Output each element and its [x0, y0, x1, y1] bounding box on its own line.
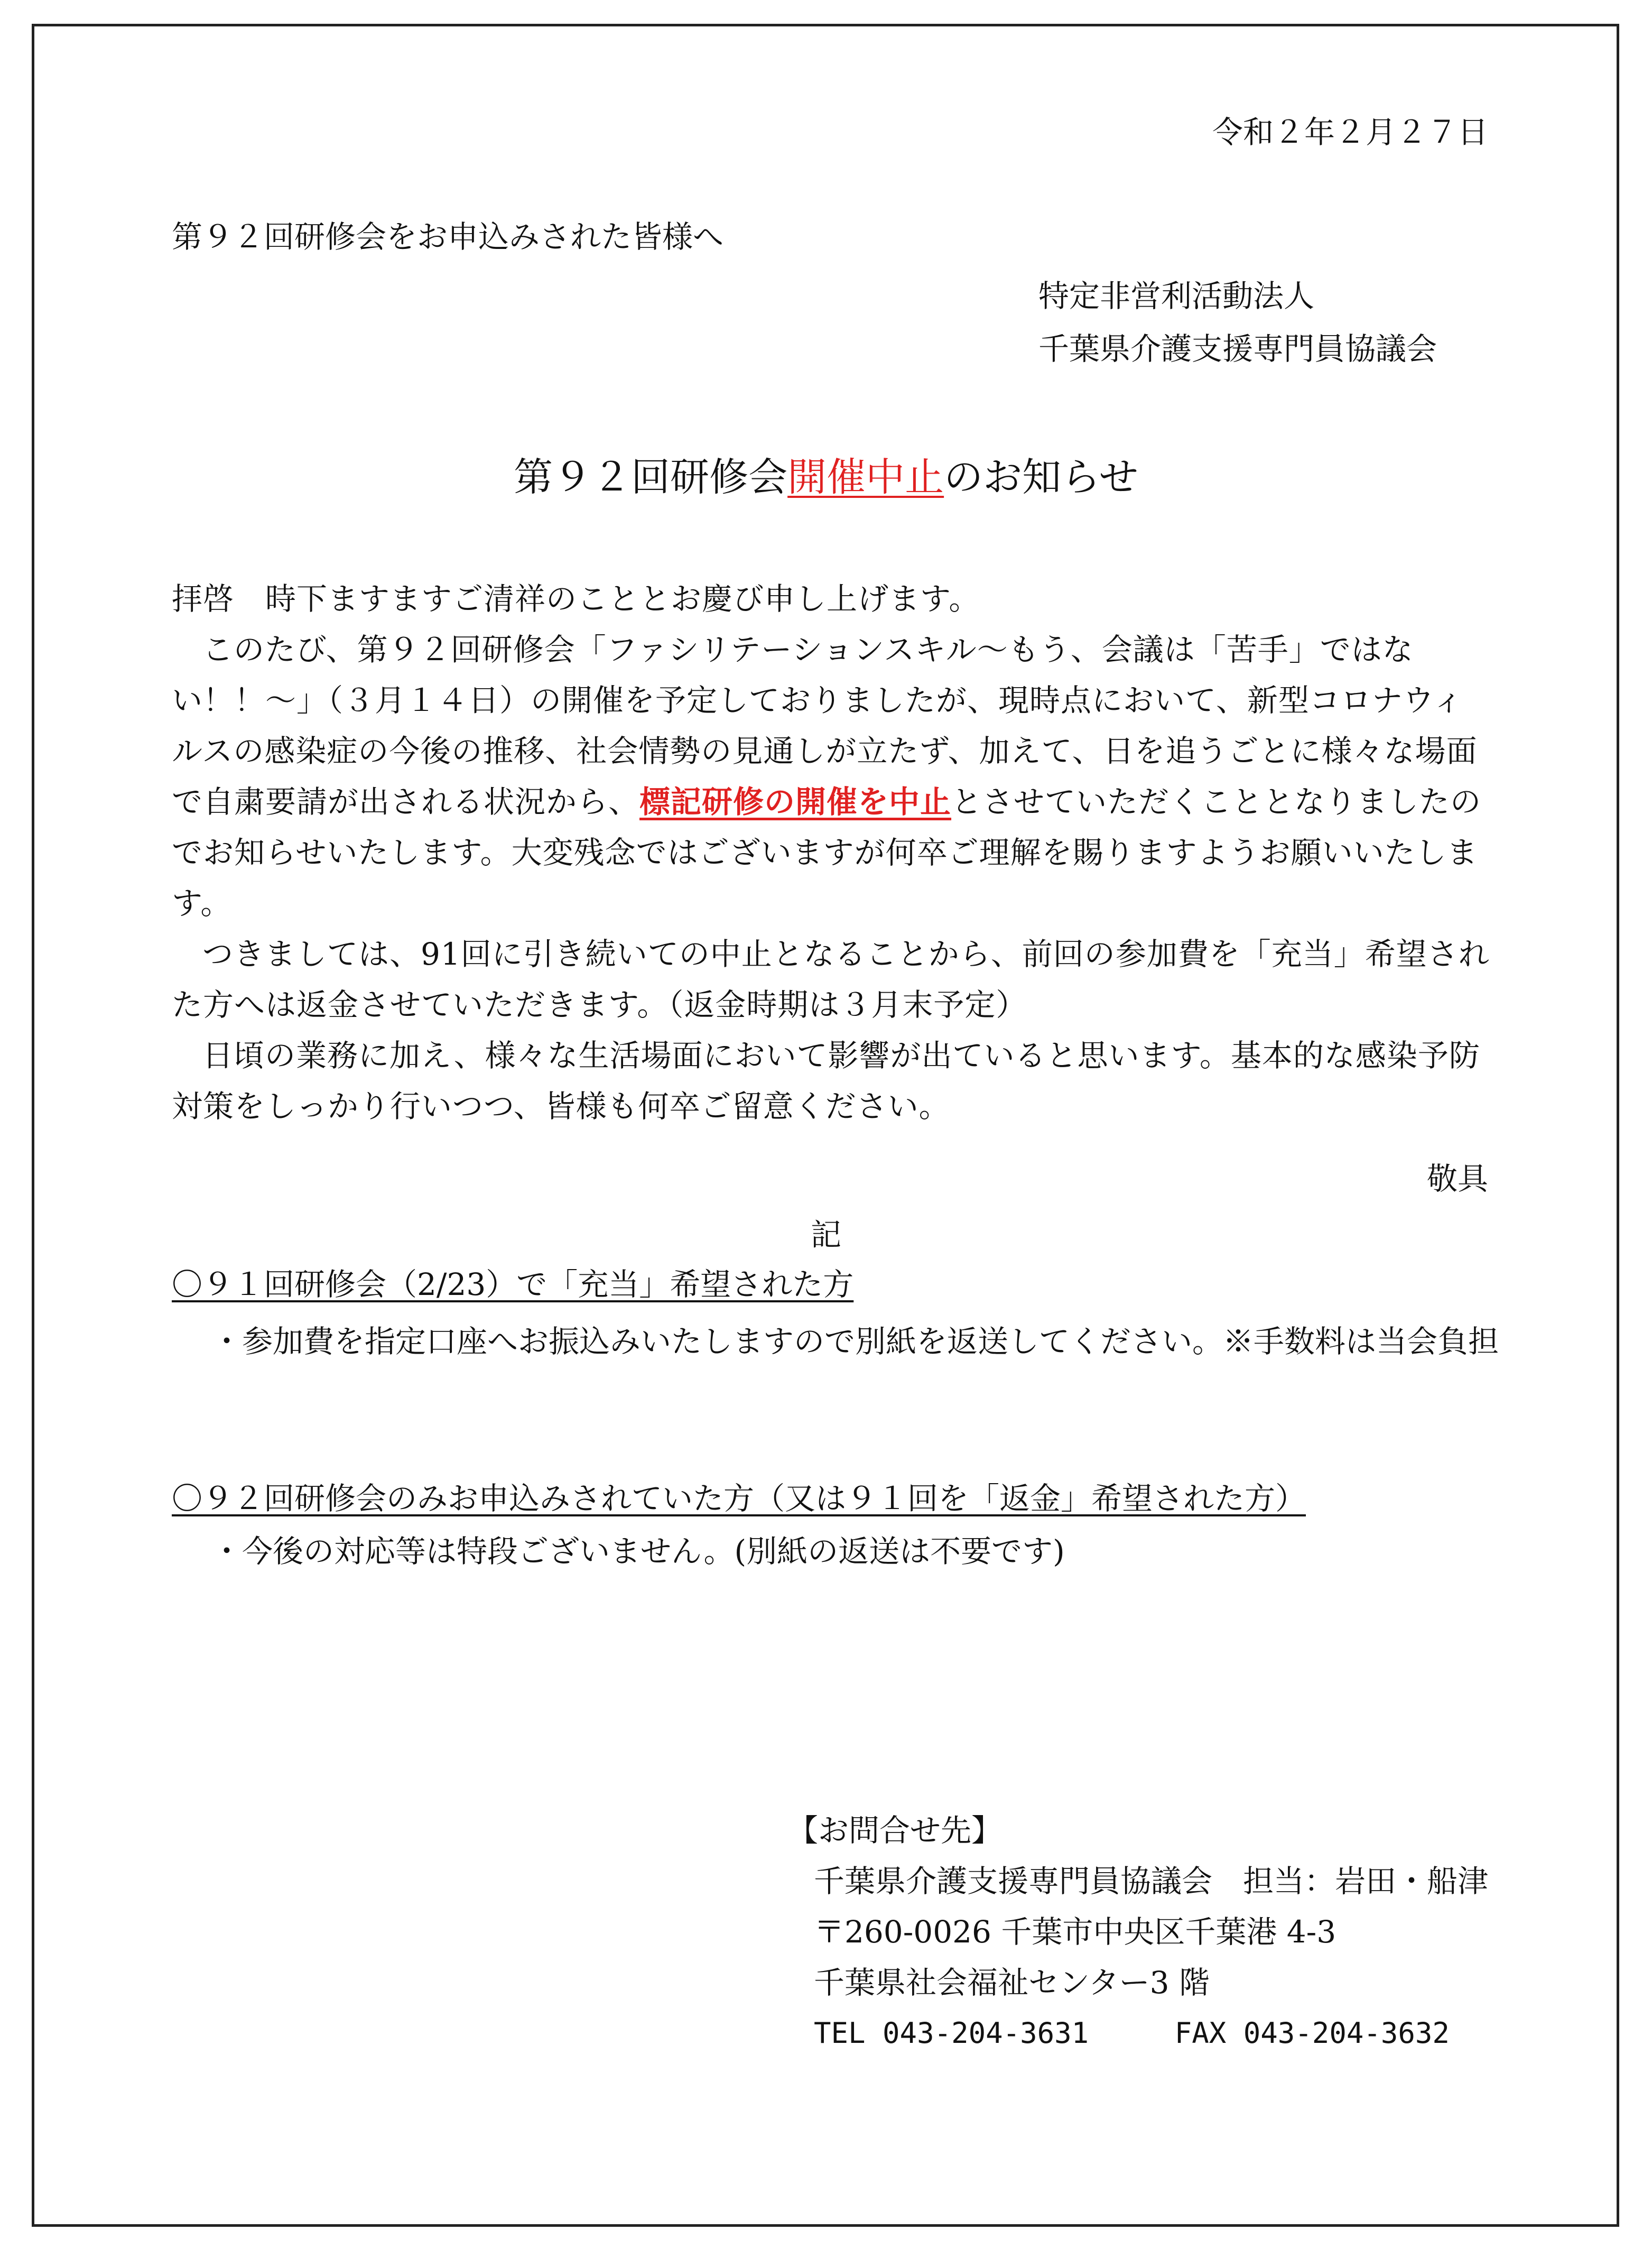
sender-org-type: 特定非営利活動法人: [1038, 278, 1315, 314]
greeting: 拝啓 時下ますますご清祥のこととお慶び申し上げます。: [172, 581, 980, 617]
cancellation-highlight: 標記研修の開催を中止: [639, 784, 952, 820]
title-prefix: 第９２回研修会: [514, 455, 788, 500]
sender-block: [1038, 270, 1437, 375]
contact-phones: TEL 043-204-3631 FAX 043-204-3632: [814, 2016, 1450, 2050]
paragraph-cancellation-text-a: このたび、第９２回研修会「ファシリテーションスキル〜もう、会議は「苦手」ではない！！〜」（３月１４日）の開催を予定しておりましたが、現時点において、新型コロナウィルスの感染症の今後の推移、社会情勢の見通しが立たず、加えて、日を追うごとに様々な場面で自粛要請が出される状況から、: [172, 632, 1478, 820]
letter-body: [172, 573, 1493, 1132]
sender-org-name: 千葉県介護支援専門員協議会: [1038, 331, 1437, 367]
section1-heading: 〇９１回研修会（2/23）で「充当」希望された方: [172, 1266, 854, 1302]
paragraph-precautions: 日頃の業務に加え、様々な生活場面において影響が出ていると思います。基本的な感染予防対策をしっかり行いつつ、皆様も何卒ご留意ください。: [172, 1038, 1480, 1124]
title-suffix: のお知らせ: [944, 455, 1138, 500]
paragraph-refund: つきましては、91回に引き続いての中止となることから、前回の参加費を「充当」希望された方へは返金させていただきます。（返金時期は３月末予定）: [172, 936, 1490, 1023]
contact-org-staff: 千葉県介護支援専門員協議会 担当：岩田・船津: [814, 1863, 1489, 1899]
title-highlight: 開催中止: [787, 455, 944, 500]
contact-building: 千葉県社会福祉センター3 階: [814, 1965, 1210, 2001]
contact-label: 【お問合せ先】: [787, 1812, 1003, 1848]
section2-item: ・今後の対応等は特段ございません。(別紙の返送は不要です): [211, 1533, 1065, 1569]
section1-item: [211, 1316, 1501, 1367]
recipient-line: 第９２回研修会をお申込みされた皆様へ: [172, 219, 724, 255]
section1-item-text: ・参加費を指定口座へお振込みいたしますので別紙を返送してください。※手数料は当会負担: [211, 1324, 1499, 1359]
contact-address: 〒260-0026 千葉市中央区千葉港 4-3: [814, 1914, 1337, 1950]
section2-heading: 〇９２回研修会のみお申込みされていた方（又は９１回を「返金」希望された方）: [172, 1480, 1306, 1516]
ki-heading: 記: [810, 1217, 841, 1253]
contact-block: [787, 1805, 1488, 2059]
document-date: 令和２年２月２７日: [1212, 114, 1488, 150]
page-title: [0, 452, 1652, 503]
closing-keigu: 敬具: [1426, 1161, 1488, 1197]
paragraph-cancellation-text-b: とさせていただくこととなりましたのでお知らせいたします。大変残念ではございますが何卒ご理解を賜りますようお願いいたします。: [172, 784, 1482, 921]
paragraph-cancellation: [172, 624, 1493, 929]
